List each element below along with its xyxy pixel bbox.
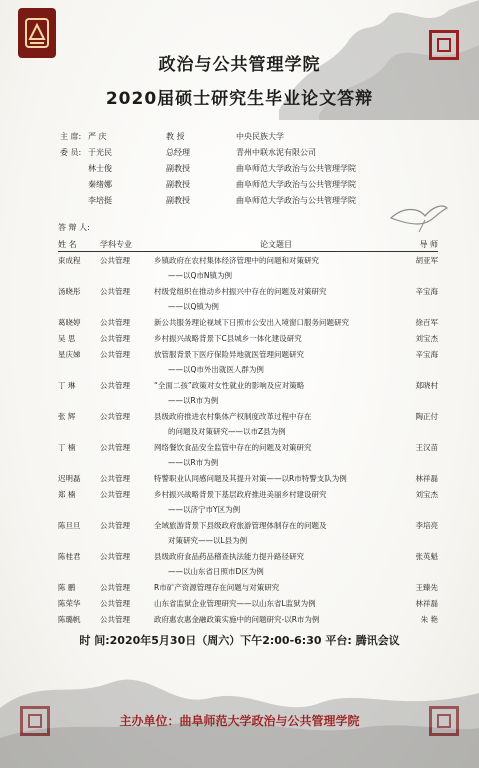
committee-org: 曲阜师范大学政治与公共管理学院 [236, 195, 356, 205]
respondent-advisor: 辛宝海 [415, 286, 438, 296]
table-header [58, 237, 438, 252]
committee-org: 曲阜师范大学政治与公共管理学院 [236, 179, 356, 189]
respondents-table [58, 252, 438, 627]
respondent-topic: 网络餐饮食品安全监管中存在的问题及对策研究 [154, 442, 312, 452]
respondent-topic: 县级政府食品药品稽查执法能力提升路径研究 [154, 551, 304, 561]
page-title-line2: 2020届硕士研究生毕业论文答辩 [105, 89, 374, 109]
committee-title: 教 授 [166, 131, 185, 141]
page-title-line1: 政治与公共管理学院 [158, 55, 321, 75]
committee-name: 于光民 [88, 147, 112, 157]
respondent-topic: 村级党组织在推动乡村振兴中存在的问题及对策研究 [154, 286, 327, 296]
table-row [58, 314, 438, 330]
respondent-name: 吴 思 [58, 333, 76, 343]
respondent-name: 束成程 [58, 255, 81, 265]
respondent-topic: R市矿产资源管理存在问题与对策研究 [154, 582, 280, 592]
respondent-topic: 山东省监狱企业管理研究——以山东省L监狱为例 [154, 598, 316, 608]
committee-row [60, 144, 396, 160]
header-name: 姓 名 [58, 239, 77, 249]
table-row [58, 611, 438, 627]
respondent-name: 丁 楠 [58, 442, 76, 452]
committee-role: 委 员: [60, 147, 82, 157]
table-row [58, 579, 438, 595]
respondent-major: 公共管理 [100, 442, 130, 452]
respondent-topic-subtitle: ——以R市为例 [168, 396, 219, 405]
table-row-continuation [58, 424, 438, 439]
respondent-major: 公共管理 [100, 317, 130, 327]
respondent-advisor: 郑晓村 [415, 380, 438, 390]
table-row [58, 377, 438, 393]
respondent-major: 公共管理 [100, 520, 130, 530]
respondent-advisor: 张英魁 [415, 551, 438, 561]
respondent-advisor: 林祥磊 [415, 598, 438, 608]
respondent-topic: 乡镇政府在农村集体经济管理中的问题和对策研究 [154, 255, 319, 265]
table-row-continuation [58, 502, 438, 517]
respondent-advisor: 徐百军 [415, 317, 438, 327]
respondent-major: 公共管理 [100, 551, 130, 561]
respondent-advisor: 辛宝海 [415, 349, 438, 359]
respondent-major: 公共管理 [100, 380, 130, 390]
committee-name: 李培挺 [88, 195, 112, 205]
ink-mountain-bottom-decoration [0, 638, 479, 768]
respondent-topic: 乡村振兴战略背景下基层政府推进美丽乡村建设研究 [154, 489, 327, 499]
committee-org: 中央民族大学 [236, 131, 284, 141]
respondent-topic-subtitle: 的问题及对策研究——以市Z县为例 [168, 427, 286, 436]
table-row [58, 346, 438, 362]
seal-emblem-icon [24, 17, 50, 49]
respondent-major: 公共管理 [100, 489, 130, 499]
respondent-topic: 县级政府推进农村集体产权制度改革过程中存在 [154, 411, 312, 421]
respondent-major: 公共管理 [100, 286, 130, 296]
respondent-name: 陈桂君 [58, 551, 81, 561]
respondent-advisor: 李培亮 [415, 520, 438, 530]
respondent-major: 公共管理 [100, 349, 130, 359]
respondent-topic-subtitle: ——以Q市N镇为例 [168, 271, 233, 280]
respondent-major: 公共管理 [100, 473, 130, 483]
committee-org: 曲阜师范大学政治与公共管理学院 [236, 163, 356, 173]
respondent-advisor: 林祥磊 [415, 473, 438, 483]
table-row-continuation [58, 299, 438, 314]
committee-name: 秦绪娜 [88, 179, 112, 189]
respondent-advisor: 胡亚军 [415, 255, 438, 265]
respondent-name: 陈璐帆 [58, 614, 81, 624]
committee-role: 主 席: [60, 131, 82, 141]
defense-time-platform: 时 间:2020年5月30日（周六）下午2:00-6:30 平台: 腾讯会议 [79, 634, 400, 647]
respondent-name: 陈旦旦 [58, 520, 81, 530]
respondent-topic: 政府惠农惠金融政策实施中的问题研究-以R市为例 [154, 614, 320, 624]
respondent-topic: 新公共服务理论视域下日照市公安出入境窗口服务问题研究 [154, 317, 349, 327]
table-row [58, 595, 438, 611]
committee-title: 总经理 [166, 147, 190, 157]
respondent-major: 公共管理 [100, 255, 130, 265]
respondent-name: 陈荣华 [58, 598, 81, 608]
crane-bird-decoration [389, 198, 449, 234]
respondent-advisor: 刘宝杰 [415, 489, 438, 499]
committee-row [60, 160, 396, 176]
table-row-continuation [58, 393, 438, 408]
table-row-continuation [58, 533, 438, 548]
table-row [58, 283, 438, 299]
respondent-topic: 特警职业认同感问题及其提升对策——以R市特警支队为例 [154, 473, 347, 483]
respondent-major: 公共管理 [100, 582, 130, 592]
committee-name: 严 庆 [88, 131, 107, 141]
respondent-major: 公共管理 [100, 614, 130, 624]
respondent-name: 汤晓彤 [58, 286, 81, 296]
header-topic: 论文题目 [260, 239, 292, 249]
respondent-major: 公共管理 [100, 411, 130, 421]
header-advisor: 导 师 [419, 239, 438, 249]
respondent-topic: 乡村振兴战略背景下C县城乡一体化建设研究 [154, 333, 302, 343]
respondent-topic: “全面二孩”政策对女性就业的影响及应对策略 [154, 380, 305, 390]
table-row-continuation [58, 362, 438, 377]
respondent-name: 陈 鹏 [58, 582, 76, 592]
respondent-name: 迟明磊 [58, 473, 81, 483]
committee-title: 副教授 [166, 195, 190, 205]
respondent-advisor: 王臻先 [415, 582, 438, 592]
committee-list [60, 128, 396, 208]
committee-row [60, 176, 396, 192]
respondent-topic-subtitle: ——以R市为例 [168, 458, 219, 467]
respondent-advisor: 刘宝杰 [415, 333, 438, 343]
committee-org: 青州中联水泥有限公司 [236, 147, 316, 157]
respondent-major: 公共管理 [100, 598, 130, 608]
table-row [58, 470, 438, 486]
table-row-continuation [58, 268, 438, 283]
table-row [58, 408, 438, 424]
respondent-topic-subtitle: ——以山东省日照市D区为例 [168, 567, 264, 576]
respondent-topic: 放管服背景下医疗保险异地就医管理问题研究 [154, 349, 304, 359]
respondent-name: 葛晓婷 [58, 317, 81, 327]
respondent-advisor: 王汉苗 [415, 442, 438, 452]
respondent-advisor: 朱 艳 [420, 614, 438, 624]
committee-row [60, 192, 396, 208]
table-row [58, 330, 438, 346]
respondent-name: 郑 楠 [58, 489, 76, 499]
respondent-name: 张 辉 [58, 411, 76, 421]
respondent-major: 公共管理 [100, 333, 130, 343]
table-row-continuation [58, 455, 438, 470]
header-major: 学科专业 [100, 239, 132, 249]
respondent-topic: 全域旅游背景下县级政府旅游管理体制存在的问题及 [154, 520, 327, 530]
respondent-name: 丁 琳 [58, 380, 76, 390]
table-row [58, 252, 438, 268]
organizer-line: 主办单位：曲阜师范大学政治与公共管理学院 [119, 714, 360, 728]
table-row [58, 486, 438, 502]
respondent-topic-subtitle: ——以Q镇为例 [168, 302, 219, 311]
respondent-topic-subtitle: ——以Q市外出就医人群为例 [168, 365, 264, 374]
committee-name: 林士俊 [88, 163, 112, 173]
table-row [58, 439, 438, 455]
committee-row [60, 128, 396, 144]
table-row [58, 517, 438, 533]
respondent-topic-subtitle: ——以济宁市Y区为例 [168, 505, 241, 514]
respondent-name: 星庆娣 [58, 349, 81, 359]
respondents-label: 答 辩 人: [58, 223, 90, 232]
committee-title: 副教授 [166, 163, 190, 173]
respondent-advisor: 陶正付 [415, 411, 438, 421]
table-row-continuation [58, 564, 438, 579]
committee-title: 副教授 [166, 179, 190, 189]
respondent-topic-subtitle: 对策研究——以L县为例 [168, 536, 248, 545]
table-row [58, 548, 438, 564]
